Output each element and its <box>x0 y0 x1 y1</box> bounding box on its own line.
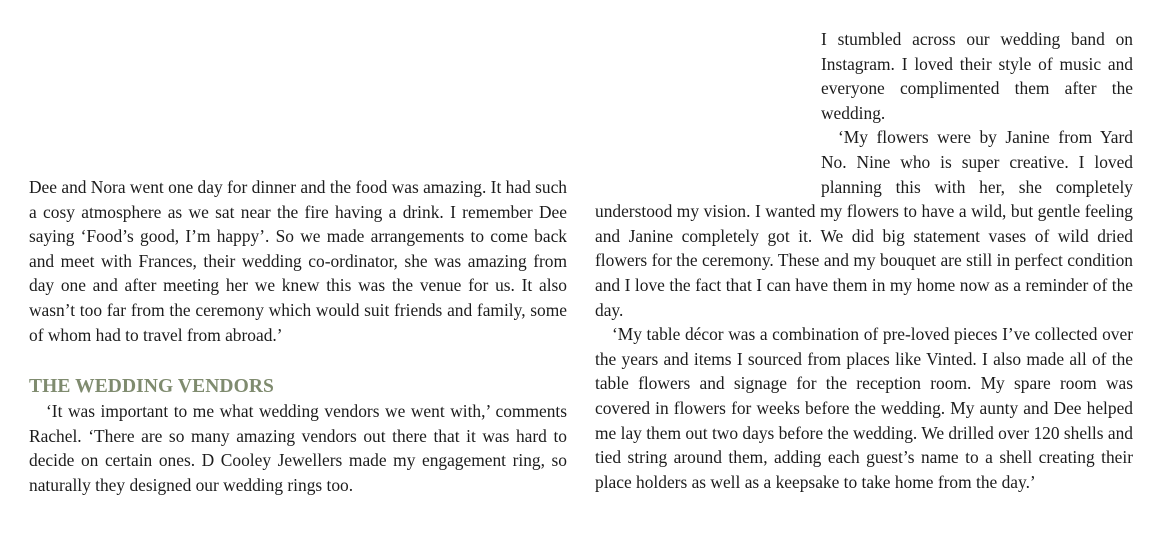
image-wrap-space <box>595 27 821 175</box>
right-column <box>595 27 1133 494</box>
band-paragraph: I stumbled across our wedding band on Instagram. I loved their style of music and everyone complimented them after the wedding. <box>821 29 1133 123</box>
table-decor-paragraph: ‘My table décor was a combination of pre-loved pieces I’ve collected over the years and items I sourced from places like Vinted. I also made all of the table flowers and signage for the reception room. My spare room was covered in flowers for weeks before the wedding. My aunty and Dee helped me lay them out two days before the wedding. We drilled over 120 shells and tied string around them, adding each guest’s name to a shell creating their place holders as well as a keepsake to take home from the day.’ <box>595 324 1133 492</box>
venue-paragraph: Dee and Nora went one day for dinner and the food was amazing. It had such a cosy atmosphere as we sat near the fire having a drink. I remember Dee saying ‘Food’s good, I’m happy’. So we made arrangements to come back and meet with Frances, their wedding co-ordinator, she was amazing from day one and after meeting her we knew this was the venue for us. It also wasn’t too far from the ceremony which would suit friends and family, some of whom had to travel from abroad.’ <box>29 177 567 345</box>
flowers-paragraph: ‘My flowers were by Janine from Yard No. Nine who is super creative. I loved planning this with her, she completely understood my vision. I wanted my flowers to have a wild, but gentle feeling and Janine completely got it. We did big statement vases of wild dried flowers for the ceremony. These and my bouquet are still in perfect condition and I love the fact that I can have them in my home now as a reminder of the day. <box>595 127 1133 320</box>
left-column <box>29 175 567 498</box>
vendors-paragraph: ‘It was important to me what wedding vendors we went with,’ comments Rachel. ‘There are so many amazing vendors out there that it was hard to decide on certain ones. D Cooley Jewellers made my engagement ring, so naturally they designed our wedding rings too. <box>29 401 567 495</box>
section-heading-wedding-vendors: THE WEDDING VENDORS <box>29 376 274 398</box>
